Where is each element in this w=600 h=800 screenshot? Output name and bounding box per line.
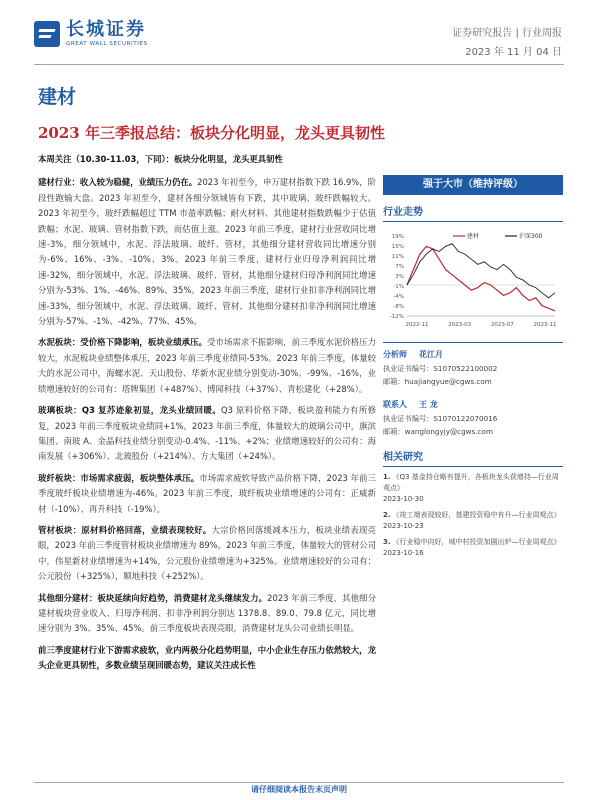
contact-name: 王 龙 [419, 400, 438, 409]
contact-role: 联系人 [383, 400, 407, 409]
y-tick-label: 11% [391, 254, 404, 260]
page-header [0, 0, 600, 70]
paragraph-lead: 其他细分建材：板块延续向好趋势，消费建材龙头继续发力。 [38, 592, 268, 603]
paragraph-lead: 管材板块：原材料价格回落，业绩表现较好。 [38, 524, 212, 535]
y-tick-label: -8% [393, 304, 404, 310]
paragraph-fiberglass [38, 471, 376, 517]
related-item[interactable] [383, 510, 563, 532]
related-list [383, 472, 563, 559]
paragraph-lead: 玻纤板块：市场需求疲弱，板块整体承压。 [38, 472, 200, 483]
related-title: 相关研究 [383, 448, 563, 467]
paragraph-cement [38, 335, 376, 397]
y-tick-label: 19% [391, 234, 404, 240]
paragraph-lead: 前三季度建材行业下游需求疲软，业内两极分化趋势明显，中小企业生存压力依然较大，龙头企业更具韧性，多数业绩呈现回暖态势，建议关注成长性 [38, 644, 376, 671]
related-item[interactable] [383, 537, 563, 559]
report-headline: 2023 年三季报总结：板块分化明显，龙头更具韧性 [38, 124, 385, 142]
trend-chart [383, 226, 563, 336]
x-tick-label: 2022-11 [405, 322, 429, 328]
company-logo [34, 20, 148, 48]
paragraph-lead: 玻璃板块：Q3 复苏迹象初显，龙头业绩回暖。 [38, 405, 221, 416]
related-item-date: 2023-10-16 [383, 549, 424, 557]
related-item[interactable] [383, 472, 563, 505]
contact-row [383, 398, 563, 412]
y-tick-label: 7% [395, 264, 404, 270]
paragraph-pipes [38, 523, 376, 585]
analyst-email[interactable]: 邮箱：huajiangyue@cgws.com [383, 377, 492, 386]
analyst-row [383, 348, 563, 362]
report-type: 证券研究报告 | 行业周报 [452, 28, 562, 39]
trend-title: 行业走势 [383, 203, 563, 222]
paragraph-lead: 建材行业：收入较为稳健，业绩压力仍在。 [38, 177, 198, 188]
industry-title: 建材 [38, 86, 77, 108]
paragraph-glass [38, 403, 376, 465]
trend-chart-svg [383, 226, 563, 336]
related-item-title: 《Q3 基金持仓略有提升，各板块龙头获增持—行业周观点》 [383, 473, 559, 492]
series-line-building-materials [407, 246, 555, 310]
trend-section [383, 203, 563, 336]
paragraph-conclusion [38, 643, 376, 674]
y-tick-label: -1% [393, 284, 404, 290]
analyst-cert: 执业证书编号：S1070522100002 [383, 364, 498, 373]
related-num: 3. [383, 538, 391, 546]
logo-mark-icon [34, 21, 60, 47]
analyst-section [383, 342, 563, 438]
legend-label: 沪深300 [519, 233, 543, 240]
related-num: 1. [383, 473, 391, 481]
paragraph-text: 市场需求疲软导致产品价格下降，2023 年前三季度玻纤板块业绩增速为-46%。2023 年前三季度，玻纤板块业绩增速的公司有：正威新材（-10%）、再升科技（-19%）。 [38, 472, 376, 514]
report-date: 2023 年 11 月 04 日 [465, 47, 562, 58]
analyst-name: 花江月 [419, 350, 443, 359]
analyst-role: 分析师 [383, 350, 407, 359]
paragraph-text: 受市场需求不振影响，前三季度水泥价格压力较大，水泥板块业绩整体承压，2023 年前三季度业绩同-53%。2023 年前三季度，体量较大的水泥公司中，海螺水泥、天山股份、华新水泥业绩分别变动-30%、-99%、-16%，业绩增速较好的公司有：塔牌集团（+487%）、博闻科技（+37%）、青松建化（+28%）。 [38, 337, 377, 394]
legend-label: 建材 [467, 233, 480, 240]
paragraph-text: 2023 年前三季度，其他细分建材板块营业收入、归母净利润、扣非净利润分别达 1378.8、89.0、79.8 亿元，同比增速分别为 3%、35%、45%。前三季度板块表现亮眼，消费建材龙头公司业绩长明显。 [38, 592, 377, 634]
logo-en-text: GREAT WALL SECURITIES [66, 41, 148, 47]
x-tick-label: 2023-11 [533, 322, 557, 328]
page-footer: 请仔细阅读本报告末页声明 [34, 782, 564, 796]
logo-cn-text: 长城证券 [66, 19, 146, 40]
paragraph-text: Q3 原料价格下降，板块盈利能力有所修复，2023 年前三季度板块业绩同+1%。2023 年前三季度，体量较大的玻璃公司中，旗滨集团、南玻 A、金晶科技业绩分别变动-0.4%、-11%、+2%；业绩增速较好的公司有：海南发展（+306%）、北玻股份（+214%）、方大集团（+24%）。 [38, 405, 376, 462]
contact-cert: 执业证书编号：S1070122070016 [383, 414, 498, 423]
y-tick-label: -12% [389, 314, 404, 320]
related-item-title: 《行业稳中向好，城中村投资加剧出炉—行业周观点》 [392, 538, 561, 546]
related-research [383, 448, 563, 559]
x-tick-label: 2023-07 [490, 322, 514, 328]
contact-email[interactable]: 邮箱：wanglongyjy@cgws.com [383, 427, 493, 436]
related-item-date: 2023-10-23 [383, 522, 424, 530]
series-line-csi300 [407, 244, 555, 298]
y-tick-label: -4% [393, 294, 404, 300]
paragraph-lead: 水泥板块：受价格下降影响，板块业绩承压。 [38, 337, 208, 348]
paragraph-other-materials [38, 591, 376, 637]
y-tick-label: 15% [391, 244, 404, 250]
header-divider [34, 64, 564, 65]
paragraph-text: 2023 年初至今，申万建材指数下跌 16.9%，阶段性跑输大盘。2023 年初至今，建材各细分领域皆有下跌，其中玻璃、玻纤跌幅较大。2023 年初至今，玻纤跌幅超过 TTM 市盈率跌幅；耐火材料、其他建材指数跌幅少于估值跌幅；水泥、玻璃、管材指数下跌，而估值上涨。2023 年前三季度，建材行业营收同比增速-3%，细分领域中，水泥、浮法玻璃、玻纤、管材，其他细分建材营收同比增速分别为-6%、16%、-3%、-10%、3%。2023 年前三季度，建材行业归母净利润同比增速-32%，细分领域中，水泥、浮法玻璃、玻纤、管材，其他细分建材归母净利润同比增速分别为-53%、1%、-46%、89%、35%。2023 年前三季度，建材行业扣非净利润同比增速-33%，细分领域中，水泥、浮法玻璃、玻纤、管材、其他细分建材扣非净利润同比增速分别为-57%、-1%、-42%、77%、45%。 [38, 177, 376, 327]
paragraph-text: 大宗价格回落缓减本压力，板块业绩表现亮眼，2023 年前三季度管材板块业绩增速为 89%。2023 年前三季度，体量较大的管材公司中，伟星新材业绩增速为+14%，公元股份业绩增速为+325%。业绩增速较好的公司有：公元股份（+325%），顺地科技（+252%）。 [38, 524, 377, 582]
x-tick-label: 2023-03 [448, 322, 472, 328]
related-item-date: 2023-10-30 [383, 495, 424, 503]
sidebar [383, 175, 563, 564]
paragraph-building-materials [38, 175, 376, 329]
related-item-title: 《竣工端表现较好，基建投资稳中有升—行业周观点》 [392, 511, 561, 519]
related-num: 2. [383, 511, 391, 519]
y-tick-label: 3% [395, 274, 404, 280]
weekly-focus: 本周关注（10.30-11.03，下同）：板块分化明显，龙头更具韧性 [38, 154, 283, 164]
report-body [38, 152, 376, 680]
rating-badge: 强于大市（维持评级） [383, 175, 563, 195]
